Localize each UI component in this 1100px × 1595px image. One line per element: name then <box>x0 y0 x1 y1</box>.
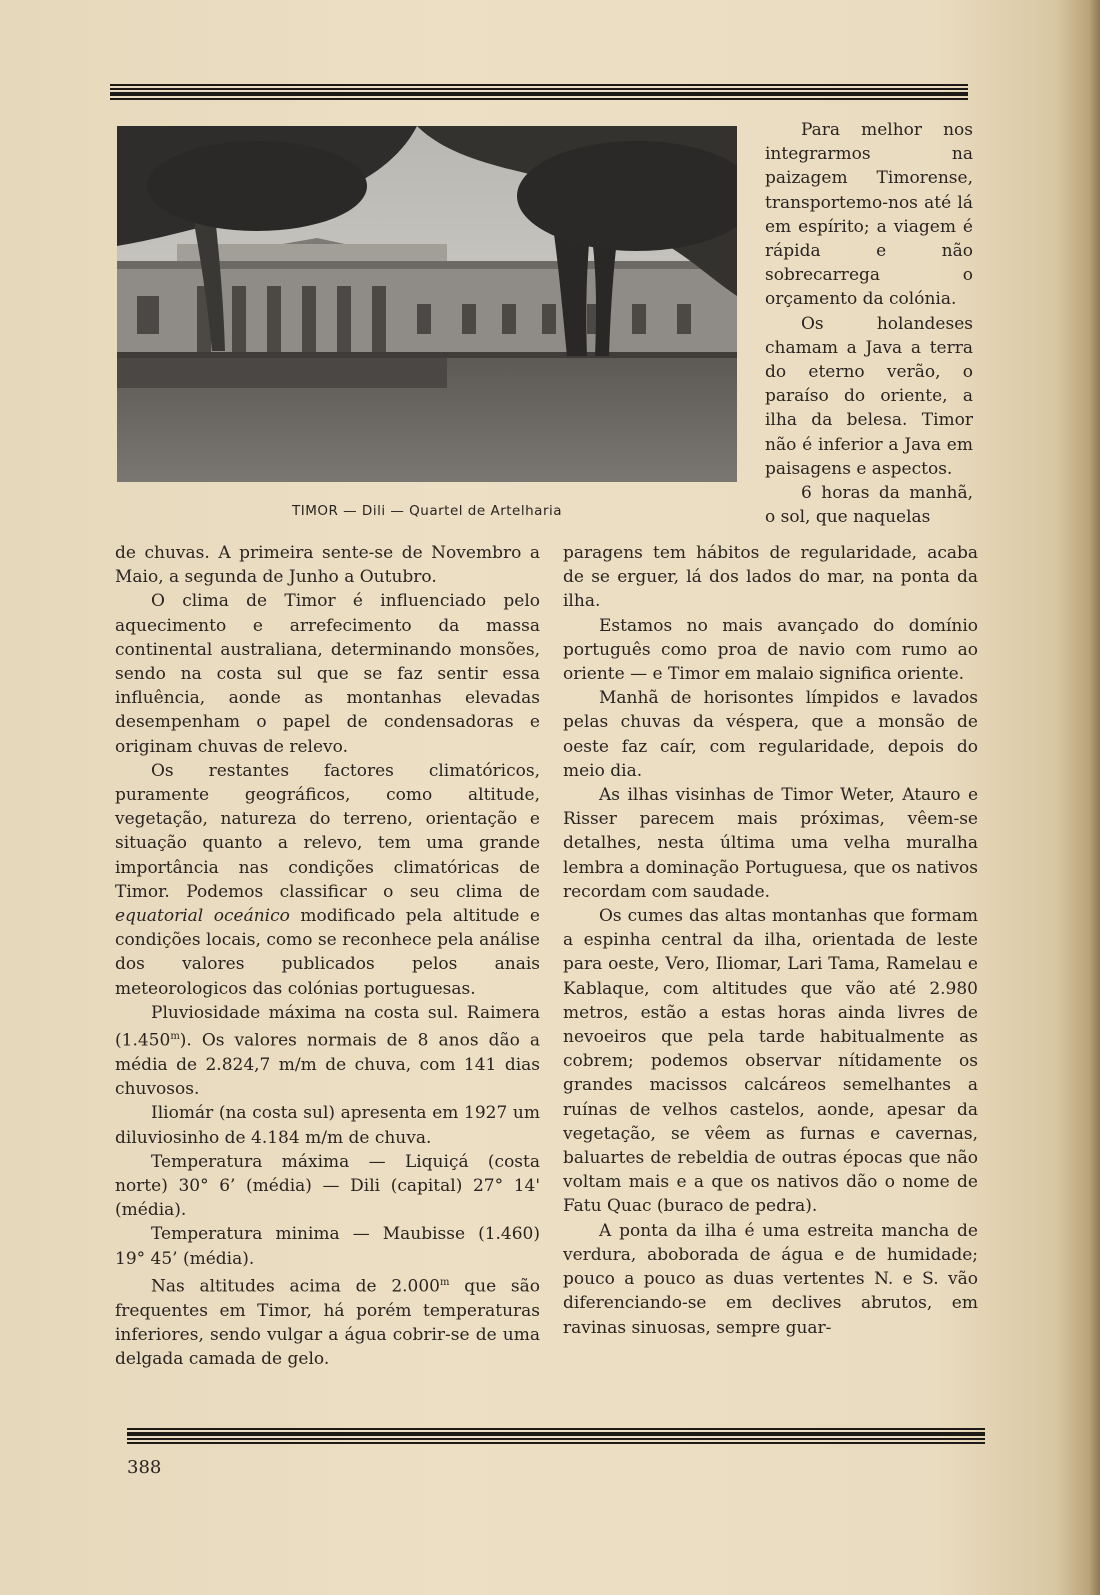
right-main-column <box>563 541 978 1340</box>
page-number: 388 <box>127 1457 162 1478</box>
paragraph: 6 horas da manhã, o sol, que naquelas <box>765 483 973 528</box>
italic-term: equatorial oceánico <box>115 906 290 927</box>
paragraph: Para melhor nos integrarmos na paizagem Timorense, transportemo-nos até lá em espírito; a viagem é rápida e não sobrecarrega o orçamento da colónia. <box>765 120 973 310</box>
paragraph: O clima de Timor é influenciado pelo aquecimento e arrefecimento da massa continental australiana, determinando monsões, sendo na costa sul que se faz sentir essa influência, aonde as montanhas elevadas desempenham o papel de condensadoras e originam chuvas de relevo. <box>115 591 540 757</box>
paragraph: A ponta da ilha é uma estreita mancha de verdura, aboborada de água e de humidade; pouco a pouco as duas vertentes N. e S. vão diferenciando-se em declives abrutos, em ravinas sinuosas, sempre guar- <box>563 1220 978 1338</box>
paragraph: Temperatura minima — Maubisse (1.460) 19° 45’ (média). <box>115 1224 540 1269</box>
unit-superscript: m <box>170 1031 180 1043</box>
paragraph: Temperatura máxima — Liquiçá (costa norte) 30° 6’ (média) — Dili (capital) 27° 14' (média). <box>115 1151 540 1221</box>
paragraph: de chuvas. A primeira sente-se de Novembro a Maio, a segunda de Junho a Outubro. <box>115 543 540 588</box>
paragraph: Estamos no mais avançado do domínio português como proa de navio com rumo ao oriente — e Timor em malaio significa oriente. <box>563 615 978 685</box>
paragraph: Pluviosidade máxima na costa sul. Raimera (1.450$^m$). Os valores normais de 8 anos dão a média de 2.824,7 m/m de chuva, com 141 dias chuvosos. <box>115 1002 540 1100</box>
paragraph: Iliomár (na costa sul) apresenta em 1927 um diluviosinho de 4.184 m/m de chuva. <box>115 1103 540 1148</box>
paragraph: Os cumes das altas montanhas que formam a espinha central da ilha, orientada de leste para oeste, Vero, Iliomar, Lari Tama, Ramelau e Kablaque, com altitudes que vão até 2.980 metros, estão a estas horas ainda livres de nevoeiros que pela tarde habitualmente as cobrem; podemos observar nítidamente os grandes macissos calcáreos semelhantes a ruínas de velhos castelos, aonde, apesar da vegetação, se vêem as furnas e cavernas, baluartes de rebeldia de outras épocas que não voltam mais e a que os nativos dão o nome de Fatu Quac (buraco de pedra). <box>563 906 978 1217</box>
unit-superscript: m <box>440 1276 450 1288</box>
photograph-dili-barracks <box>117 126 737 482</box>
photo-caption: TIMOR — Dili — Quartel de Artelharia <box>291 503 563 519</box>
left-column <box>115 541 540 1371</box>
paragraph: Nas altitudes acima de 2.000$^m$ que são frequentes em Timor, há porém temperaturas inferiores, sendo vulgar a água cobrir-se de uma delgada camada de gelo. <box>115 1276 540 1370</box>
bottom-rule <box>127 1428 985 1444</box>
top-rule <box>110 84 968 100</box>
paragraph: As ilhas visinhas de Timor Weter, Atauro e Risser parecem mais próximas, vêem-se detalhes, nesta última uma velha muralha lembra a dominação Portuguesa, que os nativos recordam com saudade. <box>563 785 978 902</box>
paragraph: paragens tem hábitos de regularidade, acaba de se erguer, lá dos lados do mar, na ponta da ilha. <box>563 543 978 612</box>
paragraph: Os restantes factores climatóricos, puramente geográficos, como altitude, vegetação, natureza do terreno, orientação e situação quanto a relevo, tem uma grande importância nas condições climatóricas de Timor. Podemos classificar o seu clima de equatorial oceánico modificado pela altitude e condições locais, como se reconhece pela análise dos valores publicados pelos anais meteorologicos das colónias portuguesas. <box>115 760 540 999</box>
paragraph: Os holandeses chamam a Java a terra do eterno verão, o paraíso do oriente, a ilha da belesa. Timor não é inferior a Java em paisagens e aspectos. <box>765 313 973 479</box>
right-intro-column <box>765 118 973 529</box>
paragraph: Manhã de horisontes límpidos e lavados pelas chuvas da véspera, que a monsão de oeste faz caír, com regularidade, depois do meio dia. <box>563 688 978 781</box>
